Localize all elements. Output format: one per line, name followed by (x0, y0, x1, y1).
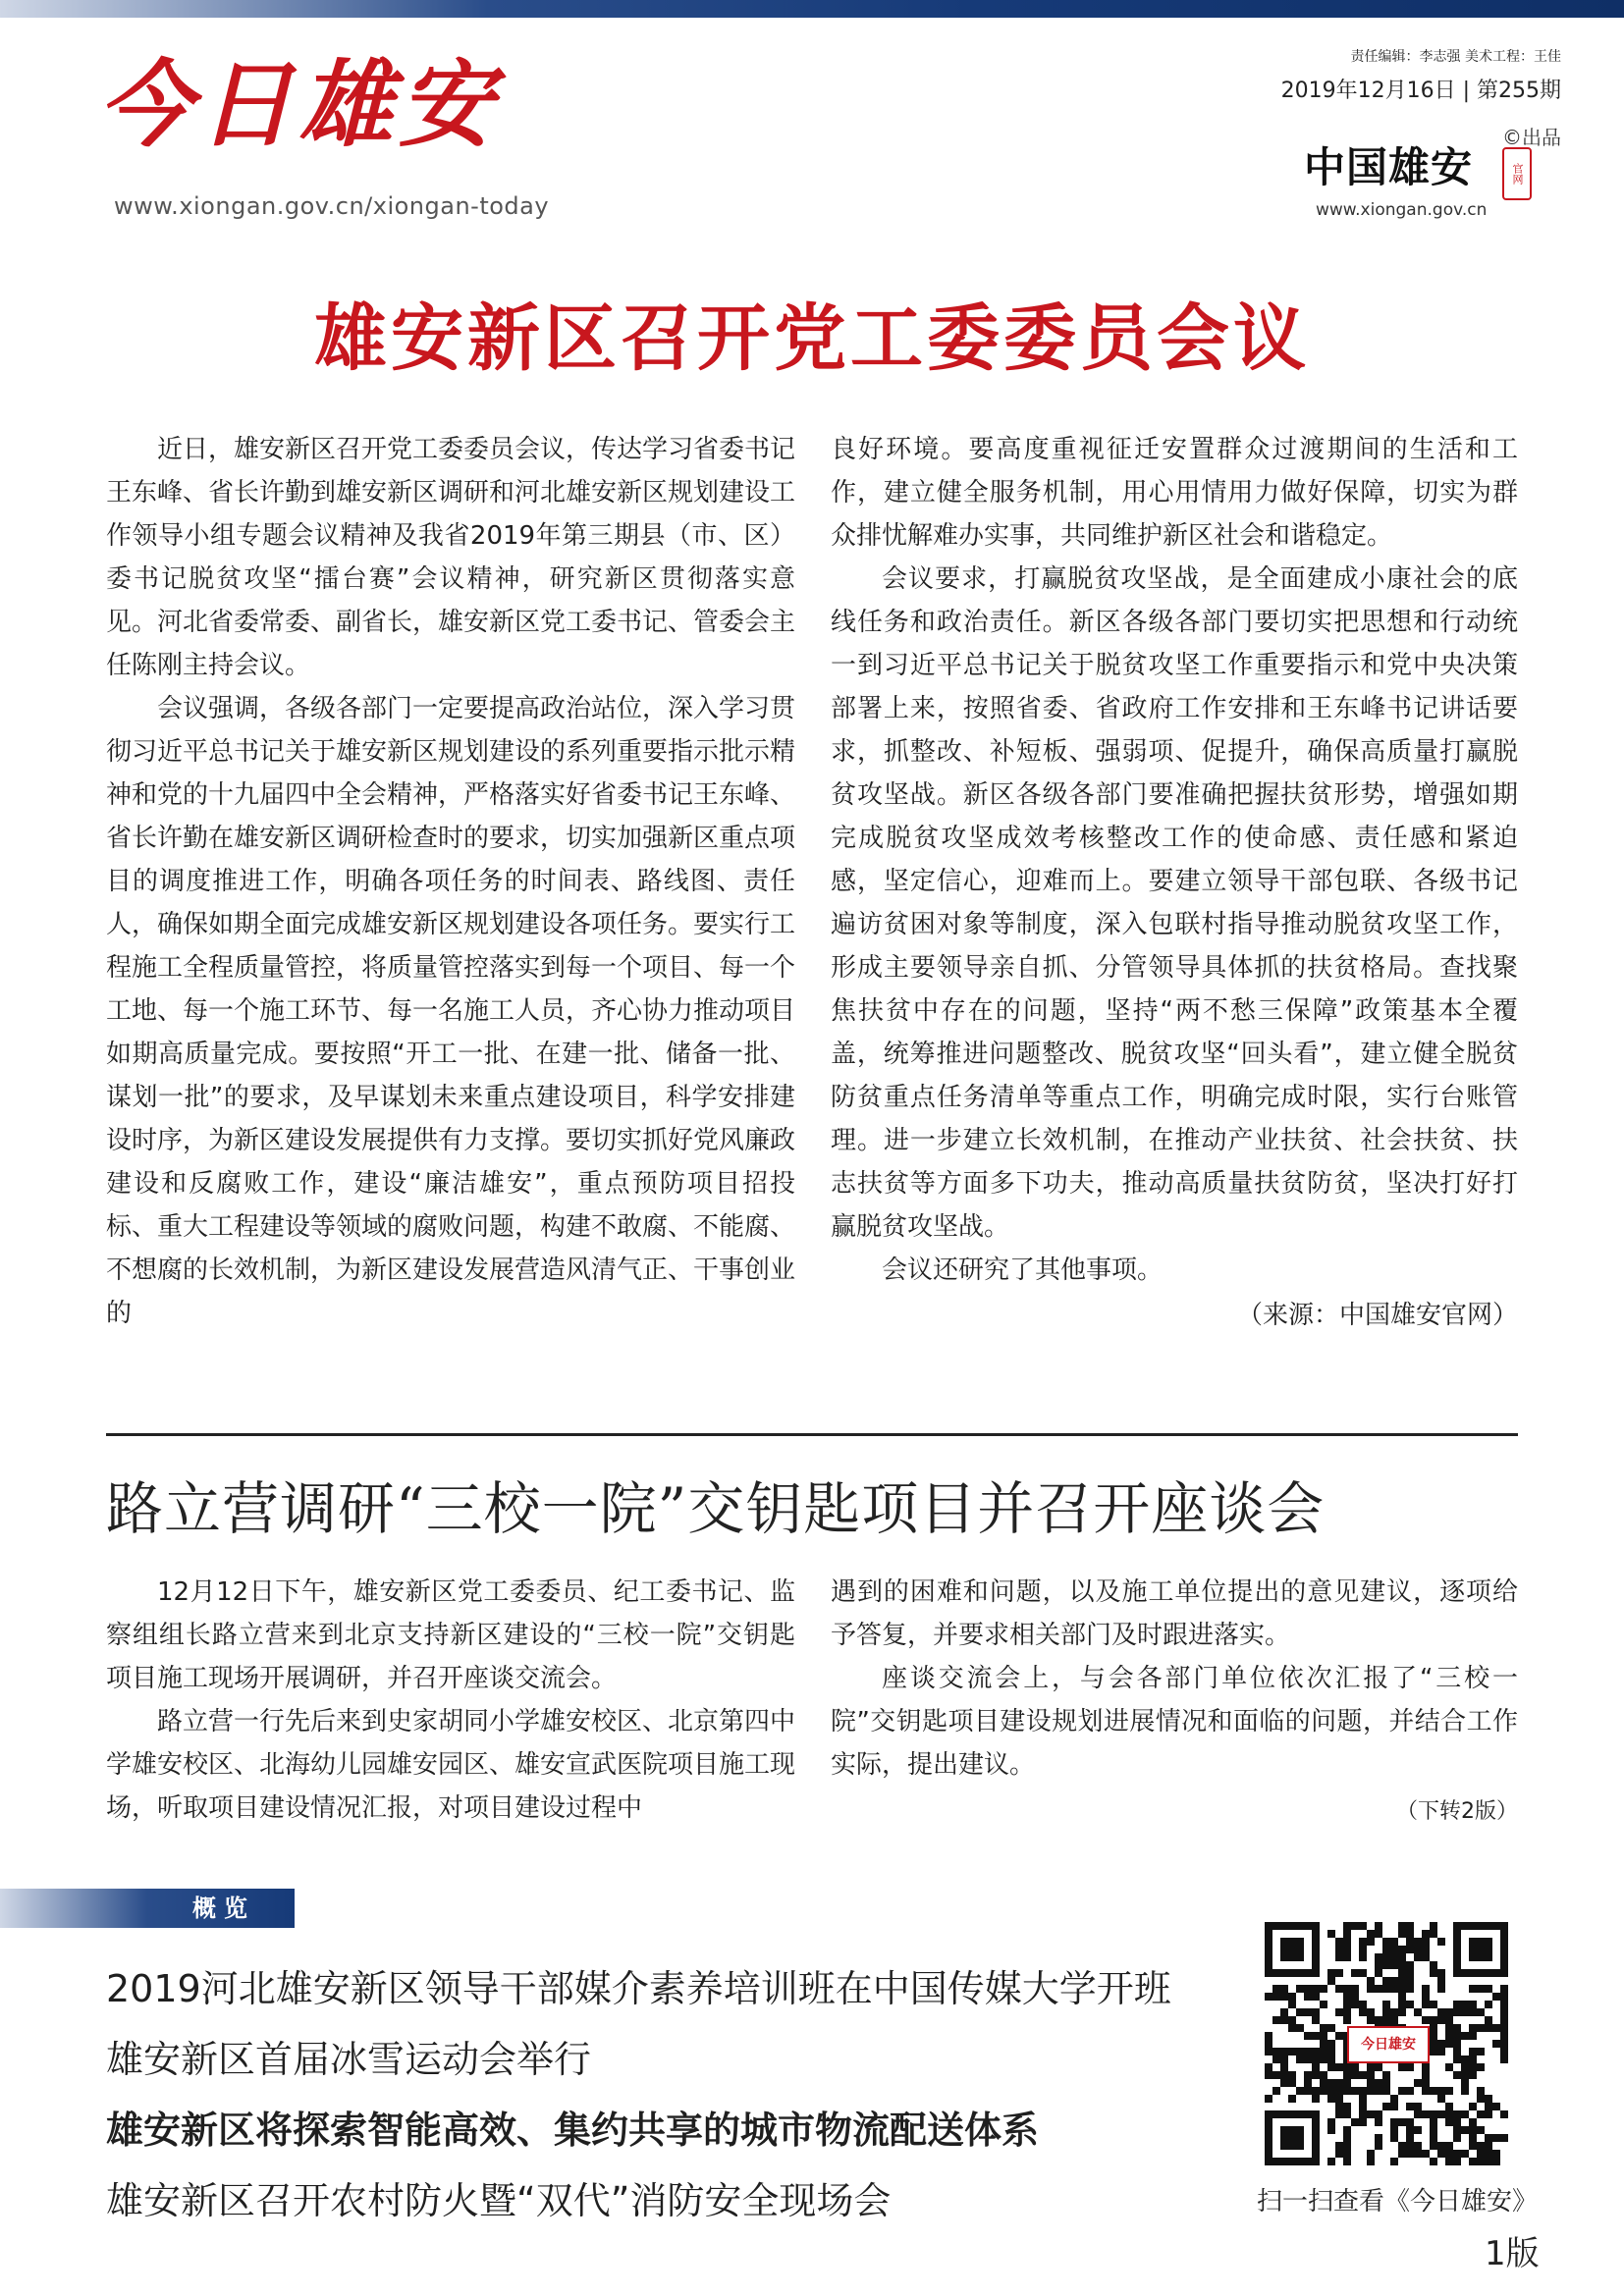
editors-line: 责任编辑：李志强 美术工程：王佳 (1350, 49, 1561, 65)
article2-paragraph: 座谈交流会上，与会各部门单位依次汇报了“三校一院”交钥匙项目建设规划进展情况和面临的问题，并结合工作实际，提出建议。 (831, 1664, 1518, 1780)
article1-paragraph: 会议要求，打赢脱贫攻坚战，是全面建成小康社会的底线任务和政治责任。新区各级各部门要切实把思想和行动统一到习近平总书记关于脱贫攻坚工作重要指示和党中央决策部署上来，按照省委、省政府工作安排和王东峰书记讲话要求，抓整改、补短板、强弱项、促提升，确保高质量打赢脱贫攻坚战。新区各级各部门要准确把握扶贫形势，增强如期完成脱贫攻坚成效考核整改工作的使命感、责任感和紧迫感，坚定信心，迎难而上。要建立领导干部包联、各级书记遍访贫困对象等制度，深入包联村指导推动脱贫攻坚工作，形成主要领导亲自抓、分管领导具体抓的扶贫格局。查找聚焦扶贫中存在的问题，坚持“两不愁三保障”政策基本全覆盖，统筹推进问题整改、脱贫攻坚“回头看”，建立健全脱贫防贫重点任务清单等重点工作，明确完成时限，实行台账管理。进一步建立长效机制，在推动产业扶贫、社会扶贫、扶志扶贫等方面多下功夫，推动高质量扶贫防贫，坚决打好打赢脱贫攻坚战。 (831, 564, 1518, 1242)
article2-column-2 (831, 1571, 1518, 1834)
brand-name: 中国雄安 (1304, 143, 1474, 191)
top-color-band (0, 0, 1624, 18)
qr-code[interactable] (1265, 1922, 1508, 2165)
overview-item[interactable]: 2019河北雄安新区领导干部媒介素养培训班在中国传媒大学开班 (106, 1967, 1171, 2010)
issue-meta (1281, 47, 1561, 108)
section-divider (106, 1433, 1518, 1436)
page-number: 1版 (1485, 2234, 1540, 2273)
brand-url[interactable]: www.xiongan.gov.cn (1316, 200, 1488, 220)
article1-paragraph: 会议强调，各级各部门一定要提高政治站位，深入学习贯彻习近平总书记关于雄安新区规划建设的系列重要指示批示精神和党的十九届四中全会精神，严格落实好省委书记王东峰、省长许勤在雄安新区调研检查时的要求，切实加强新区重点项目的调度推进工作，明确各项任务的时间表、路线图、责任人，确保如期全面完成雄安新区规划建设各项任务。要实行工程施工全程质量管控，将质量管控落实到每一个项目、每一个工地、每一个施工环节、每一名施工人员，齐心协力推动项目如期高质量完成。要按照“开工一批、在建一批、储备一批、谋划一批”的要求，及早谋划未来重点建设项目，科学安排建设时序，为新区建设发展提供有力支撑。要切实抓好党风廉政建设和反腐败工作，建设“廉洁雄安”，重点预防项目招投标、重大工程建设等领域的腐败问题，构建不敢腐、不能腐、不想腐的长效机制，为新区建设发展营造风清气正、干事创业的 (106, 694, 796, 1328)
article2-paragraph: 路立营一行先后来到史家胡同小学雄安校区、北京第四中学雄安校区、北海幼儿园雄安园区、雄安宣武医院项目施工现场，听取项目建设情况汇报，对项目建设过程中 (106, 1707, 796, 1823)
qr-caption: 扫一扫查看《今日雄安》 (1257, 2187, 1539, 2216)
article2-headline: 路立营调研“三校一院”交钥匙项目并召开座谈会 (106, 1475, 1326, 1542)
article1-column-1 (106, 428, 795, 1335)
article2-paragraph: 遇到的困难和问题，以及施工单位提出的意见建议，逐项给予答复，并要求相关部门及时跟进落实。 (831, 1577, 1518, 1650)
overview-label: 概览 (192, 1895, 255, 1922)
credit-label: ©出品 (1502, 126, 1561, 149)
article2-paragraph: 12月12日下午，雄安新区党工委委员、纪工委书记、监察组组长路立营来到北京支持新区建设的“三校一院”交钥匙项目施工现场开展调研，并召开座谈交流会。 (106, 1577, 795, 1693)
article2-column-1 (106, 1571, 795, 1830)
article1-paragraph: 会议还研究了其他事项。 (882, 1255, 1164, 1285)
overview-list (106, 1953, 1235, 2236)
overview-item[interactable]: 雄安新区召开农村防火暨“双代”消防安全现场会 (106, 2179, 892, 2222)
overview-item[interactable]: 雄安新区将探索智能高效、集约共享的城市物流配送体系 (106, 2109, 1040, 2152)
issue-line: 2019年12月16日 | 第255期 (1280, 79, 1561, 103)
brand-logo (1304, 143, 1530, 202)
article1-column-2 (831, 428, 1518, 1337)
continued-note: （下转2版） (1396, 1799, 1518, 1824)
masthead-url[interactable]: www.xiongan.gov.cn/xiongan-today (114, 192, 550, 220)
article1-source: （来源：中国雄安官网） (1236, 1301, 1518, 1330)
brand-seal: 官网 (1502, 147, 1532, 200)
qr-logo: 今日雄安 (1347, 2026, 1430, 2063)
article1-paragraph: 良好环境。要高度重视征迁安置群众过渡期间的生活和工作，建立健全服务机制，用心用情用力做好保障，切实为群众排忧解难办实事，共同维护新区社会和谐稳定。 (831, 435, 1518, 551)
article1-headline: 雄安新区召开党工委委员会议 (314, 296, 1310, 381)
overview-item[interactable]: 雄安新区首届冰雪运动会举行 (106, 2038, 592, 2081)
masthead-logo: 今日雄安 (98, 49, 499, 160)
article1-paragraph: 近日，雄安新区召开党工委委员会议，传达学习省委书记王东峰、省长许勤到雄安新区调研和河北雄安新区规划建设工作领导小组专题会议精神及我省2019年第三期县（市、区）委书记脱贫攻坚“擂台赛”会议精神，研究新区贯彻落实意见。河北省委常委、副省长，雄安新区党工委书记、管委会主任陈刚主持会议。 (106, 435, 796, 680)
